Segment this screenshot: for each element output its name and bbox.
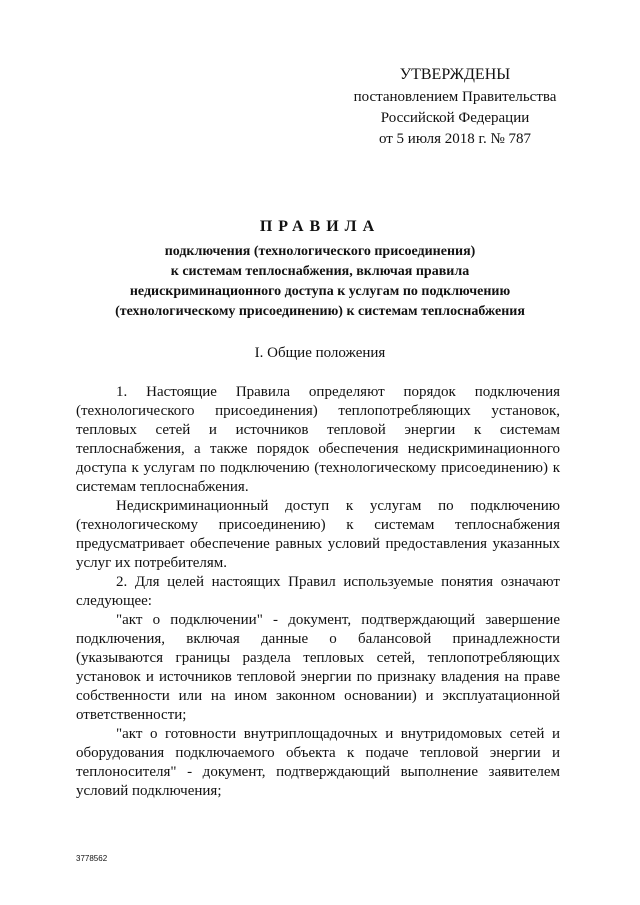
- subtitle-line: к системам теплоснабжения, включая правила: [170, 264, 470, 279]
- paragraph: Недискриминационный доступ к услугам по подключению (технологическому присоединению) к системам теплоснабжения предусматривает обеспечение равных условий предоставления указанных услуг их потребителям.: [76, 498, 560, 571]
- approval-line: постановлением Правительства: [353, 89, 557, 105]
- paragraph: 2. Для целей настоящих Правил используемые понятия означают следующее:: [76, 574, 560, 609]
- document-title: ПРАВИЛА: [259, 218, 381, 235]
- paragraph: "акт о подключении" - документ, подтверждающий завершение подключения, включая данные о балансовой принадлежности (указываются границы раздела тепловых сетей, теплопотребляющих установок и источников тепловой энергии по признаку владения на праве собственности или на ином законном основании) и эксплуатационной ответственности;: [76, 612, 560, 723]
- approval-heading: УТВЕРЖДЕНЫ: [399, 66, 511, 83]
- paragraph: 1. Настоящие Правила определяют порядок подключения (технологического присоединения) теплопотребляющих установок, тепловых сетей и источников тепловой энергии к системам теплоснабжения, а также порядок обеспечения недискриминационного доступа к услугам по подключению (технологическому присоединению) к системам теплоснабжения.: [76, 384, 560, 495]
- subtitle-line: подключения (технологического присоединения): [164, 244, 476, 259]
- document-body: [76, 383, 560, 801]
- section-heading: I. Общие положения: [254, 345, 386, 361]
- subtitle-line: (технологическому присоединению) к системам теплоснабжения: [115, 304, 525, 319]
- document-number: 3778562: [76, 854, 108, 863]
- paragraph: "акт о готовности внутриплощадочных и внутридомовых сетей и оборудования подключаемого объекта к подаче тепловой энергии и теплоносителя" - документ, подтверждающий выполнение заявителем условий подключения;: [76, 726, 560, 799]
- document-subtitle: [60, 242, 580, 322]
- approval-line: Российской Федерации: [380, 110, 530, 126]
- approval-block: [340, 64, 570, 150]
- approval-date-number: от 5 июля 2018 г. № 787: [378, 131, 532, 147]
- subtitle-line: недискриминационного доступа к услугам по подключению: [129, 284, 511, 299]
